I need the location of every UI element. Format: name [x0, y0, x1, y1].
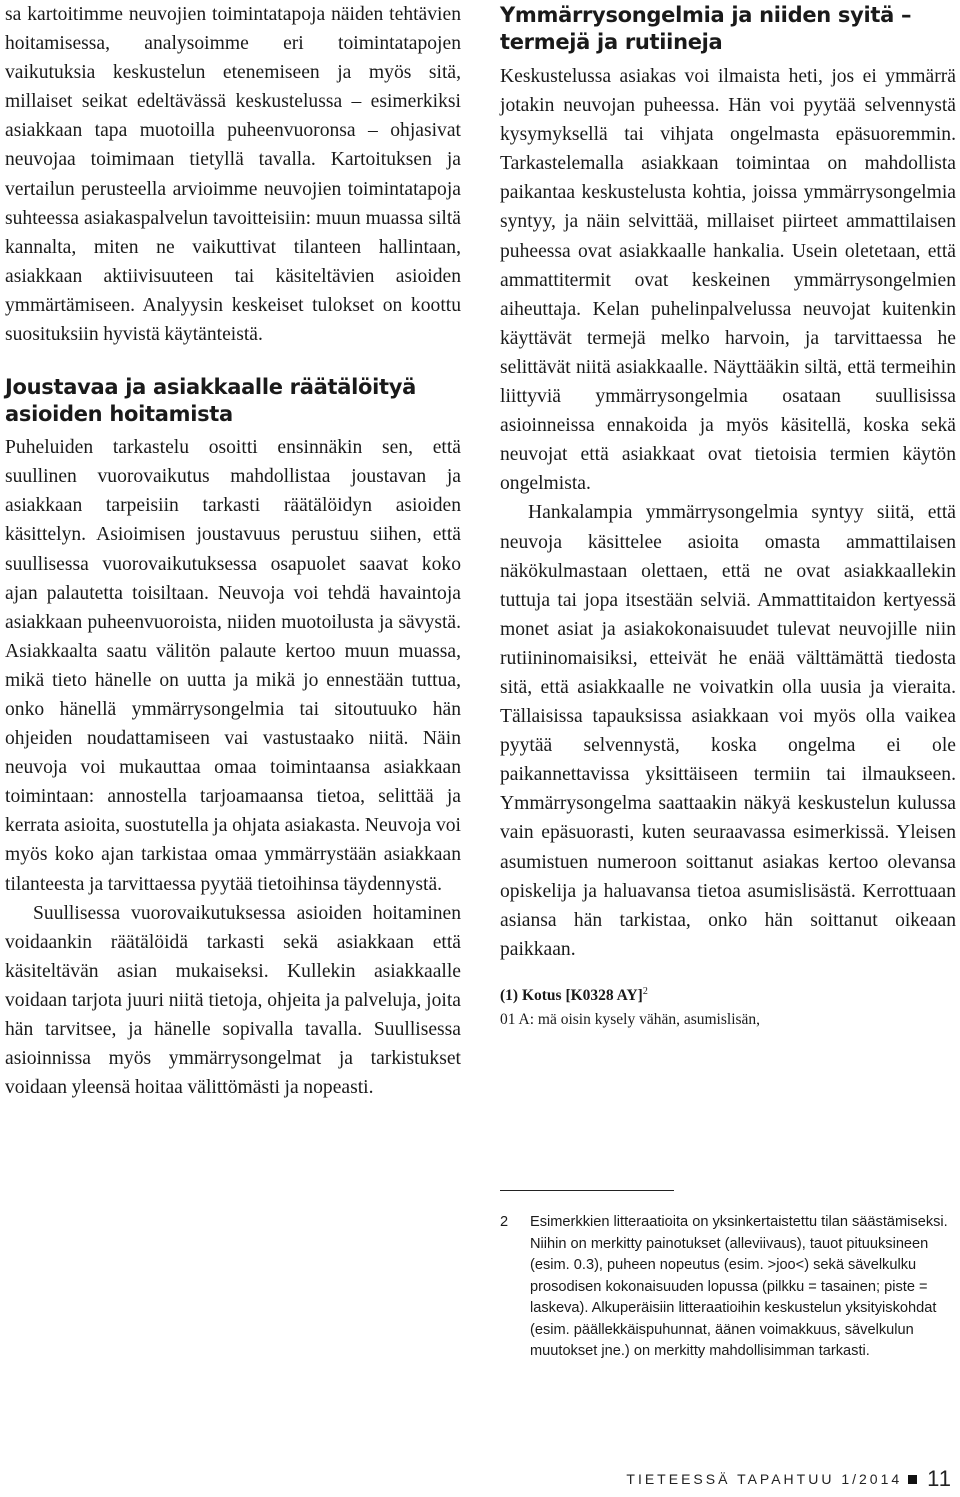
footnote: [500, 1212, 950, 1363]
publication-name: TIETEESSÄ TAPAHTUU 1/2014: [626, 1471, 903, 1487]
paragraph: Keskustelussa asiakas voi ilmaista heti, jos ei ymmärrä jotakin neuvojan puheessa. Hän voi pyytää selvennystä kysymyksellä tai vihjata ongelmasta epäsuoremmin. Tarkastelemalla asiakkaan toimintaa on mahdollista paikantaa keskustelusta kohtia, joissa ymmärrysongelmia syntyy, ja näin selvittää, millaiset piirteet ammattilaisen puheessa ovat asiakkaalle hankalia. Usein oletetaan, että ammattitermit ovat keskeinen ymmärrysongelmien aiheuttaja. Kelan puhelinpalvelussa neuvojat kuitenkin käyttävät termejä melko harvoin, ja tarvittaessa he selittävät niitä asiakkaalle. Näyttääkin siltä, että termeihin liittyviä ymmärrysongelmia osataan suullisissa asioinneissa ennakoida ja myös käsitellä, koska sekä neuvojat että asiakkaat ovat tietoisia termien käytön ongelmista.: [500, 66, 956, 495]
paragraph: Hankalampia ymmärrysongelmia syntyy siitä, että neuvoja käsittelee asioita omasta ammattilaisen näkökulmastaan olettaen, että ne ovat asiakkaallekin tuttuja tai jopa itsestään selviä. Ammattitaidon kertyessä monet asiat ja asiakokonaisuudet tulevat neuvojille niin rutiininomaisiksi, etteivät he enää välttämättä tiedosta sitä, että asiakkaalle ne voivatkin olla uusia ja vieraita. Tällaisissa tapauksissa asiakkaan voi myös olla vaikea pyytää selvennystä, koska ongelma ei ole paikannettavissa yksittäiseen termiin tai ilmaukseen. Ymmärrysongelma saattaakin näkyä keskustelun kulussa vain epäsuorasti, kuten seuraavassa esimerkissä. Yleisen asumistuen numeroon soittanut asiakas kertoo olevansa opiskelija ja haluavansa tietoa asumislisästä. Kerrottuaan asiansa hän tarkistaa, onko hän soittanut oikeaan paikkaan.: [500, 502, 956, 960]
page-footer: [626, 1466, 952, 1492]
paragraph: sa kartoitimme neuvojien toimintatapoja näiden tehtävien hoitamisessa, analysoimme eri toimintatapojen vaikutuksia keskustelun etenemiseen ja myös sitä, millaiset seikat edeltävässä keskustelussa – esimerkiksi asiakkaan tapa muotoilla puheenvuoronsa – ohjasivat neuvojaa toimimaan tietyllä tavalla. Kartoituksen ja vertailun perusteella arvioimme neuvojien toimintatapoja suhteessa asiakaspalvelun tavoitteisiin: muun muassa siltä kannalta, miten ne vaikuttivat tilanteen hallintaan, asiakkaan aktiivisuuteen tai käsiteltävien asioiden ymmärtämiseen. Analyysin keskeiset tulokset on koottu suosituksiin hyvistä käytänteistä.: [5, 4, 461, 346]
page-number: 11: [927, 1466, 952, 1491]
section-heading: Joustavaa ja asiakkaalle räätälöityä asioiden hoitamista: [5, 375, 417, 427]
footnote-number: 2: [500, 1214, 509, 1230]
transcript-line: 01 A: mä oisin kysely vähän, asumislisän,: [500, 1011, 761, 1029]
paragraph: Suullisessa vuorovaikutuksessa asioiden hoitaminen voidaankin räätälöidä tarkasti sekä asiakkaan että käsiteltävän asian mukaiseksi. Kullekin asiakkaalle voidaan tarjota juuri niitä tietoja, ohjeita ja palveluja, joita hän tarvitsee, ja hänelle sopivalla tavalla. Suullisessa asioinnissa myös ymmärrysongelmat ja tarkistukset voidaan yleensä hoitaa välittömästi ja nopeasti.: [5, 902, 461, 1099]
transcript-example: [500, 980, 956, 1032]
paragraph: Puheluiden tarkastelu osoitti ensinnäkin sen, että suullinen vuorovaikutus mahdollistaa joustavan ja asiakkaan tarpeisiin tarkasti räätälöidyn asioiden käsittelyn. Asioimisen joustavuus perustuu siihen, että suullisessa vuorovaikutuksessa osapuolet saavat koko ajan palautetta toisiltaan. Neuvoja voi tehdä havaintoja asiakkaan puheenvuoroista, niiden muotoilusta ja sävystä. Asiakkaalta saatu välitön palaute kertoo muun muassa, mikä tieto hänelle on uutta ja mikä jo ennestään tuttua, onko hänellä ymmärrysongelmia tai sitoutuuko hän ohjeiden noudattamiseen vai vastustaako niitä. Näin neuvoja voi mukauttaa omaa toimintaansa asiakkaan toimintaan: annostella tarjoamaansa tietoa, selittää ja kerrata asioita, suostutella ja ohjata asiakasta. Neuvoja voi myös koko ajan tarkistaa omaa ymmärrystään asiakkaan tilanteesta ja tarvittaessa pyytää tietoihinsa täydennystä.: [5, 437, 461, 895]
footnote-rule: [500, 1190, 674, 1191]
example-label: (1) Kotus [K0328 AY]: [500, 987, 643, 1005]
section-heading: Ymmärrysongelmia ja niiden syitä – termejä ja rutiineja: [500, 3, 912, 54]
right-column: [500, 0, 956, 1032]
left-column: [5, 0, 461, 1102]
footnote-text: Esimerkkien litteraatioita on yksinkertaistettu tilan säästämiseksi. Niihin on merkitty painotukset (alleviivaus), tauot pituuksineen (esim. 0.3), puheen nopeutus (esim. >joo<) sekä sävelkulku prosodisen kokonaisuuden lopussa (pilkku = tasainen; piste = laskeva). Alkuperäisiin litteraatioihin keskustelun yksityiskohdat (esim. päällekkäispuhunnat, äänen voimakkuus, sävelkulun muutokset jne.) on merkitty mahdollisimman tarkasti.: [530, 1214, 948, 1359]
transcript-label: [500, 980, 956, 1008]
square-separator-icon: [908, 1475, 917, 1484]
footnote-ref: 2: [642, 985, 648, 997]
